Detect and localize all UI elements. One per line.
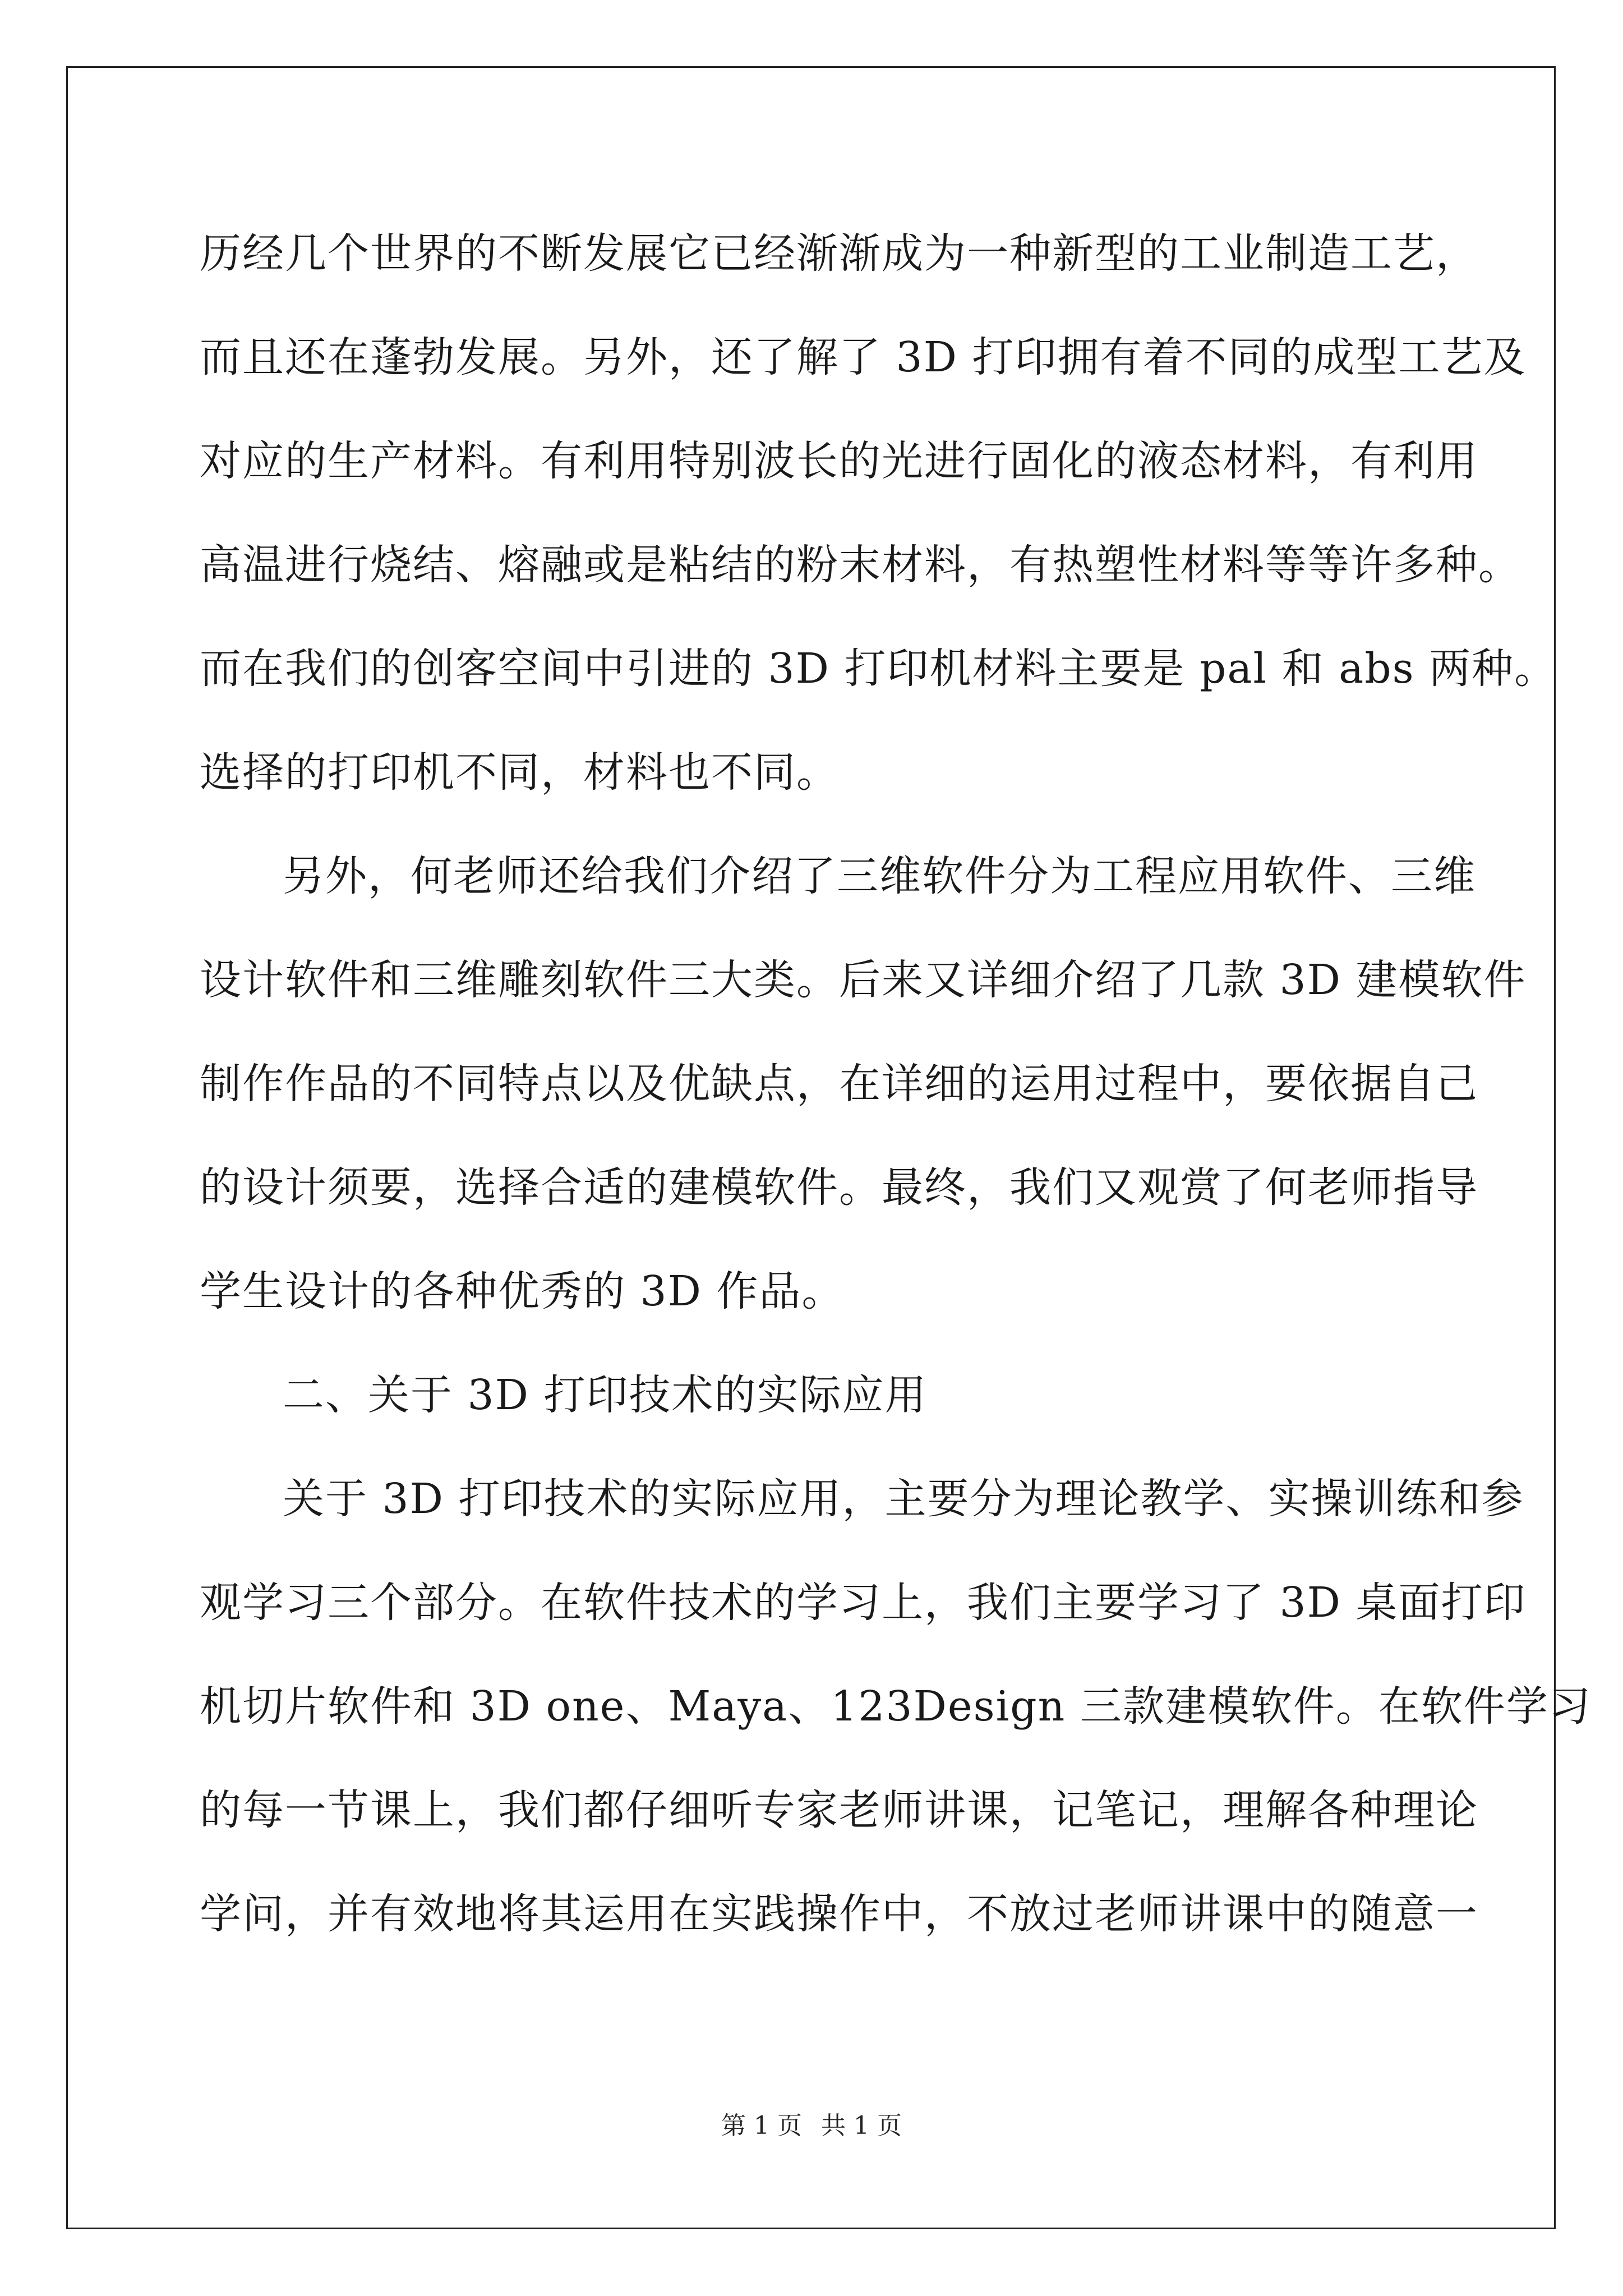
paragraph-start-line: 另外，何老师还给我们介绍了三维软件分为工程应用软件、三维 [283, 852, 1476, 900]
page-footer [0, 2109, 1623, 2143]
page-number-total: 共 1 页 [821, 2111, 902, 2140]
page-number-current: 第 1 页 [721, 2111, 802, 2140]
text-line: 对应的生产材料。有利用特别波长的光进行固化的液态材料，有利用 [200, 437, 1478, 485]
section-heading: 二、关于 3D 打印技术的实际应用 [283, 1371, 928, 1419]
text-line: 学生设计的各种优秀的 3D 作品。 [200, 1267, 845, 1315]
text-line: 的设计须要，选择合适的建模软件。最终，我们又观赏了何老师指导 [200, 1163, 1478, 1212]
text-line: 机切片软件和 3D one、Maya、123Design 三款建模软件。在软件学习 [200, 1682, 1592, 1731]
text-line: 选择的打印机不同，材料也不同。 [200, 748, 839, 797]
text-line: 设计软件和三维雕刻软件三大类。后来又详细介绍了几款 3D 建模软件 [200, 956, 1527, 1004]
text-line: 观学习三个部分。在软件技术的学习上，我们主要学习了 3D 桌面打印 [200, 1579, 1527, 1627]
text-line: 制作作品的不同特点以及优缺点，在详细的运用过程中，要依据自己 [200, 1060, 1478, 1108]
document-body [200, 202, 1592, 1966]
text-line: 而在我们的创客空间中引进的 3D 打印机材料主要是 pal 和 abs 两种。 [200, 645, 1557, 693]
paragraph-start-line: 关于 3D 打印技术的实际应用，主要分为理论教学、实操训练和参 [283, 1475, 1524, 1523]
text-line: 学问，并有效地将其运用在实践操作中，不放过老师讲课中的随意一 [200, 1890, 1478, 1938]
text-line: 高温进行烧结、熔融或是粘结的粉末材料，有热塑性材料等等许多种。 [200, 541, 1521, 589]
text-line: 历经几个世界的不断发展它已经渐渐成为一种新型的工业制造工艺， [200, 229, 1478, 278]
text-line: 的每一节课上，我们都仔细听专家老师讲课，记笔记，理解各种理论 [200, 1786, 1478, 1834]
text-line: 而且还在蓬勃发展。另外，还了解了 3D 打印拥有着不同的成型工艺及 [200, 333, 1527, 381]
